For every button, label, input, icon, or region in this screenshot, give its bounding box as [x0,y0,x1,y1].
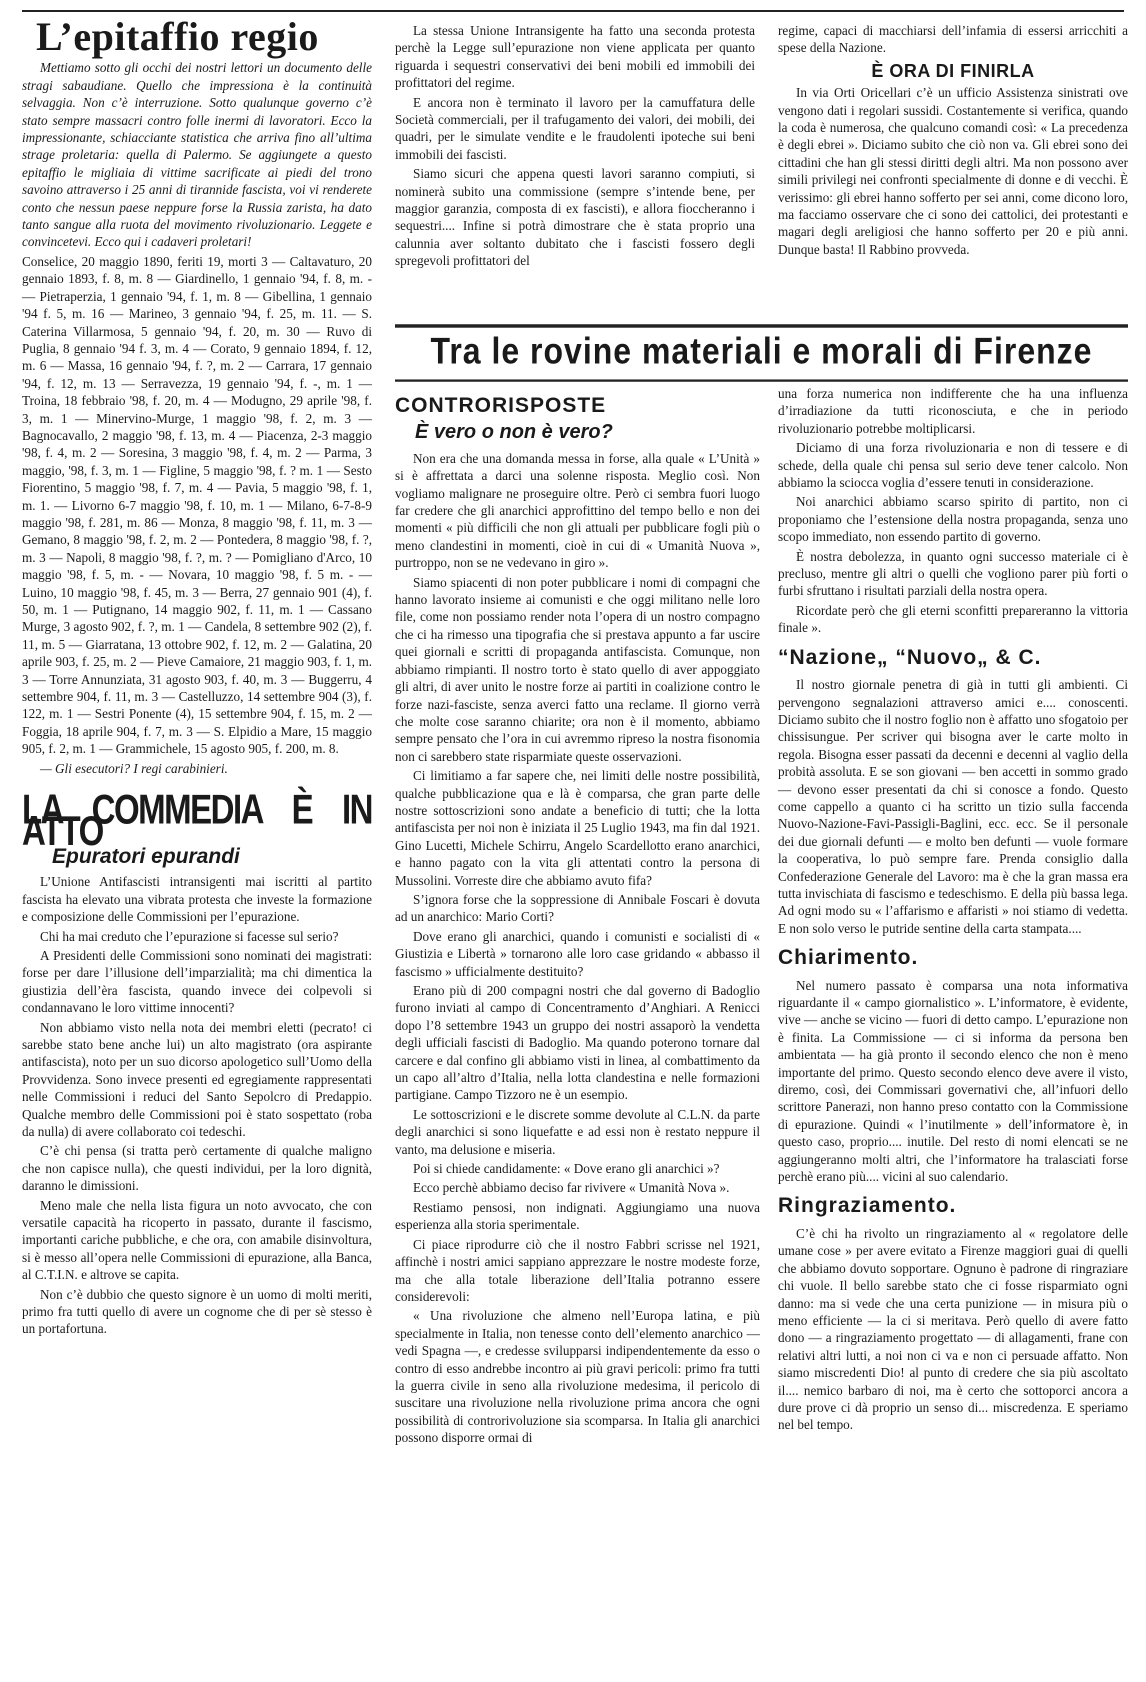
controrisposte-subtitle: È vero o non è vero? [415,421,613,444]
controrisposte-paragraph: Dove erano gli anarchici, quando i comunisti e socialisti di « Giustizia e Libertà » tornarono alle loro case gridando « abbasso il fascismo » ufficialmente destituito? [395,928,760,979]
column-right-bottom [778,385,1128,1436]
column-middle-bottom [395,385,760,1449]
epitaffio-intro: Mettiamo sotto gli occhi dei nostri lettori un documento delle stragi sabaudiane. Quello che impressiona è la continuità selvaggia. Non c’è interruzione. Sotto qualunque governo c’è stato sempre massacri contro folle inermi di lavoratori. Ecco la impressionante, schiacciante statistica che arriva fino all’ultima strage proletaria: quella di Palermo. Se aggiungete a questo epitaffio le migliaia di vittime sacrificate ai piedi del trono savoino attraverso i 25 anni di tirannide fascista, voi vi renderete conto che nessun paese neppure forse la Russia zarista, ha dato tanto sangue alla ruota del movimento rivoluzionario. Leggete e convincetevi. Ecco qui i cadaveri proletari! [22,60,372,250]
column-left [22,14,372,1340]
fabbri-paragraph: Diciamo di una forza rivoluzionaria e non di tessere e di schede, della quale chi pensa sul serio deve tener calcolo. Non abbiamo la sciocca voglia d’essere tenuti in considerazione. [778,440,1128,491]
commedia-paragraph: A Presidenti delle Commissioni sono nominati dei magistrati: forse per dare l’illusione dell’imparzialità; ma chi dimentica la giustizia dell’èra fascista, quando invece dei colpevoli si condannavano le loro vittime innocenti? [22,947,372,1016]
epitaffio-closing: — Gli esecutori? I regi carabinieri. [40,760,228,776]
controrisposte-paragraph: Poi si chiede candidamente: « Dove erano gli anarchici »? [413,1161,720,1177]
commedia-subtitle: Epuratori epurandi [52,844,240,868]
commedia-paragraph: L’Unione Antifascisti intransigenti mai iscritti al partito fascista ha elevato una vibrata protesta che investe la formazione e composizione delle Commissioni per l’epurazione. [22,874,372,925]
controrisposte-paragraph: « Una rivoluzione che almeno nell’Europa latina, e più specialmente in Italia, non tenesse conto dell’elemento anarchico — vedi Spagna —, e credesse svilupparsi indipendentemente da esso o contro di esso andrebbe incontro ai più gravi pericoli: primo fra tutti la guerra civile in seno alla rivoluzione medesima, il pericolo di suscitare una rivoluzione nella rivoluzione prima ancora che ogni possibilità di controrivoluzione sia scomparsa. In Italia gli anarchici possono disporre ormai di [395,1308,760,1446]
epurazione-paragraph: E ancora non è terminato il lavoro per la camuffatura delle Società commerciali, per il trafugamento dei valori, dei mobili, dei quadri, per le simulate vendite e le fraudolenti ipoteche sui beni immobili dei fascisti. [395,94,755,162]
chiarimento-paragraph: Nel numero passato è comparsa una nota informativa riguardante il « campo giornalistico ». L’informatore, è evidente, vive — anche se vicino — fuori di detto campo. L’epurazione non è finita. La Commissione — ci si informa da persona ben ambientata — ha già pronto il secondo elenco che non è meno importante del primo. Questo secondo elenco deve avere il visto, diremo, così, dei Commissari governativi che, all’infuori dello scrittore Panerazi, non hanno preso contatto con la Commissione di epurazione. Quindi « l’inutilmente » dell’informatore è, in questo caso, proprio.... inutile. Del resto di nomi elencati se ne aggiungeranno molti altri, che l’informatore ha tralasciati forse perchè erano più.... vicini al suo calendario. [778,977,1128,1185]
column-right-top [778,22,1128,260]
epurazione-paragraph: La stessa Unione Intransigente ha fatto una seconda protesta perchè la Legge sull’epurazione non viene applicata per quanto riguarda i sequestri conservativi dei beni mobili ed immobili dei profittatori del regime. [395,23,755,91]
controrisposte-paragraph: Ci limitiamo a far sapere che, nei limiti delle nostre possibilità, qualche pubblicazione qua e là è comparsa, che gran parte delle nostre sottoscrizioni sono andate a beneficio di tutti; che la lotta antifascista per noi non è iniziata il 25 Luglio 1943, ma fin dal 1921. Gino Lucetti, Michele Schirru, Angelo Scardellotto erano anarchici, e hanno pagato con la vita gli attentati contro la persona di Mussolini. Vorreste dire che abbiamo avuto fifa? [395,768,760,888]
epurazione-paragraph: Siamo sicuri che appena questi lavori saranno compiuti, si nominerà subito una commissione (sempre s’intende bene, per maggior garanzia, composta di ex fascisti), e allora fioccheranno i sequestri.... Infine si potrà dimostrare che è stata proprio una calunnia aver soltanto dubitato che i fascisti fossero degli spregevoli profittatori del [395,166,755,269]
controrisposte-paragraph: Restiamo pensosi, non indignati. Aggiungiamo una nuova esperienza alla storia sperimentale. [395,1199,760,1233]
ringraziamento-title: Ringraziamento. [778,1194,957,1218]
controrisposte-paragraph: Ecco perchè abbiamo deciso far rivivere « Umanità Nova ». [413,1180,730,1196]
column-middle-top [395,22,755,272]
commedia-paragraph: Meno male che nella lista figura un noto avvocato, che con versatile capacità ha ricoperto in passato, durante il fascismo, importanti cariche pubbliche, e che ora, con amabile disinvoltura, si è messo all’opera nelle Commissioni di epurazione, alla Banca, al C.T.I.N. e altrove se capita. [22,1197,372,1283]
top-rule [22,10,1124,12]
controrisposte-paragraph: Le sottoscrizioni e le discrete somme devolute al C.L.N. da parte degli anarchici si sono liquefatte e ad essi non è restato neppure il vanto, ma delusione e miseria. [395,1106,760,1157]
article-title-commedia: LA COMMEDIA È IN ATTO [22,786,372,855]
controrisposte-paragraph: S’ignora forse che la soppressione di Annibale Foscari è dovuta ad un anarchico: Mario Corti? [395,891,760,925]
commedia-paragraph: Non abbiamo visto nella nota dei membri eletti (pecrato! ci sarebbe stato bene anche lui) un alto magistrato (ora aspirante antifascista), noto per un suo dicorso apologetico sull’Uomo della Provvidenza. Sono invece presenti ed egregiamente rappresentati nelle Commissioni i reduci del Santo Sepolcro di Predappio. Qualche membro delle Commissioni poi è stato sospettato (roba da nulla) di avere collaborato coi tedeschi. [22,1019,372,1139]
commedia-paragraph: Non c’è dubbio che questo signore è un uomo di molti meriti, primo fra tutti quello di avere un cognome che di per sè stesso è un portafortuna. [22,1286,372,1337]
banner-headline: Tra le rovine materiali e morali di Firenze [395,324,1128,382]
chiarimento-title: Chiarimento. [778,946,919,970]
controrisposte-paragraph: Ci piace riprodurre ciò che il nostro Fabbri scrisse nel 1921, affinchè i nostri amici sappiano apprezzare le nostre modeste forze, ma che alla totale liberazione dell’Italia potranno essere considerevoli: [395,1236,760,1304]
fabbri-paragraph: Noi anarchici abbiamo scarso spirito di partito, non ci proponiamo che l’estensione della nostra propaganda, senza uno scopo immediato, non essendo partito di governo. [778,494,1128,545]
fabbri-paragraph: Ricordate però che gli eterni sconfitti prepareranno la vittoria finale ». [778,602,1128,636]
controrisposte-paragraph: Siamo spiacenti di non poter pubblicare i nomi di compagni che hanno lavorato insieme ai comunisti e che oggi militano nelle loro file, come non possiamo render nota l’opera di un nostro compagno che ci ha rimesso una tipografia che si prestava appunto a far uscire quei giornali e scritti di propaganda antifascista. Comunque, non abbiamo rimpianti. Il nostro torto è stato quello di aver appoggiato gli altri, di aver unito le nostre forze ai partiti in coalizione contro le forze nazi-fasciste, senza averci fatto una reclame. Il giorno verrà che molte cose saranno chiarite; ora non è il momento, abbiamo sempre pensato che l’ora in cui avremmo ripreso la nostra fisonomia non ci sarebbero state risparmiate queste osservazioni. [395,574,760,764]
commedia-paragraph: C’è chi pensa (si tratta però certamente di qualche maligno che non capisce nulla), che questi individui, per la loro dignità, daranno le dimissioni. [22,1143,372,1194]
controrisposte-paragraph: Erano più di 200 compagni nostri che dal governo di Badoglio furono inviati al campo di Concentramento d’Anghiari. A Renicci dopo l’8 settembre 1943 un gruppo dei nostri assaporò la vendetta degli ufficiali fascisti di Badoglio. Ma quando poterono tornare dal carcere e dal confino gli abbiamo visti in linea, al combattimento da un capo all’altro d’Italia, nella lotta clandestina e nelle formazioni partigiane. Campo Tizzoro ne è un esempio. [395,983,760,1103]
commedia-paragraph: Chi ha mai creduto che l’epurazione si facesse sul serio? [40,928,339,944]
article-title-epitaffio: L’epitaffio regio [36,14,319,59]
fabbri-paragraph: È nostra debolezza, in quanto ogni successo materiale ci è precluso, mentre gli altri o quelli che vogliono parer più forti o furbi sfruttano i risultati parziali della nostra opera. [778,548,1128,599]
ringraziamento-paragraph: C’è chi ha rivolto un ringraziamento al « regolatore delle umane cose » per avere evitato a Firenze maggiori guai di quelli che abbiamo dovuto sopportare. Ognuno è padrone di ringraziare chi vuole. Il bello sarebbe stato che ci fosse risparmiato ogni danno: ma si vede che una certa punizione — in misura più o meno efficiente — la ci si meritava. Però quello di avere fatto dono — a ringraziamento progettato — di allagamenti, frane con relativi altri lutti, a noi non ci va e non ci persuade affatto. Non siamo miscredenti Dio! al punto di credere che sia più ascoltato il.... nemico barbaro di noi, ma è certo che sottoporci ancora a dure prove ci dà proprio un senso di... miscredenza. E speriamo nel bel tempo. [778,1225,1128,1433]
finirla-paragraph: In via Orti Oricellari c’è un ufficio Assistenza sinistrati ove vengono dati i regolari sussidi. Costantemente si verifica, quando la coda è numerosa, che qualcuno comandi così: « La precedenza è degli ebrei ». Diciamo subito che ciò non va. Gli ebrei sono dei cittadini che han gli stessi diritti degli altri. Ma non possono aver simili privilegi nei confronti specialmente di donne e di vecchi. È verissimo: gli ebrei hanno sofferto per sei anni, come dicono loro, ma facciamo osservare che ci sono dei cattolici, dei protestanti e magari degli areligiosi che hanno sofferto per 20 e più anni. Dunque basta! Il Rabbino provveda. [778,85,1128,257]
section-heading-finirla: È ORA DI FINIRLA [871,60,1035,81]
epitaffio-list: Conselice, 20 maggio 1890, feriti 19, morti 3 — Caltavaturo, 20 gennaio 1893, f. 8, m. 8 — Giardinello, 1 gennaio '94, f. 8, m. - — Pietraperzia, 1 gennaio '94, f. 1, m. 8 — Gibellina, 1 gennaio '94 f. 5, m. 16 — Marineo, 3 gennaio '94, f. 25, m. 11. — S. Caterina Villarmosa, 5 gennaio '94, f. 20, m. 30 — Ruvo di Puglia, 8 gennaio '94 f. 3, m. 4 — Corato, 9 gennaio 1894, f. 12, m. 6 — Massa, 16 gennaio '94, f. ?, m. 2 — Carrara, 17 gennaio '94, f. 12, m. 13 — Serravezza, 19 gennaio '94, f. -, m. 1 — Troina, 18 febbraio '98, f. 20, m. 4 — Modugno, 29 aprile '98, f. 3, m. 1 — Minervino-Murge, 1 maggio '98, f. 2, m. 3 — Bagnocavallo, 2 maggio '98, f. 13, m. 4 — Piacenza, 2-3 maggio '98, f. 4, m. 2 — Soresina, 3 maggio '98, f. 4, m. 2 — Parma, 3 maggio, '98, f. 3, m. 1 — Figline, 5 maggio '98, f. ? m. 1 — Sesto Fiorentino, 5 maggio '98, f. 7, m. 4 — Pavia, 5 maggio '98, f. 1, m. 1. — Livorno 6-7 maggio '98, f. 10, m. 1 — Milano, 6-7-8-9 maggio '98, f. 281, m. 86 — Monza, 8 maggio '98, f. 11, m. 3 — Gemano, 8 maggio '98, f. 2, m. 2 — Pontedera, 8 maggio '98, f. ?, m. 3 — Napoli, 8 maggio '98, f. ?, m. ? — Pomigliano d'Arco, 10 maggio '98, f. 5, m. - — Novara, 10 maggio '98, f. 5 m. - — Luino, 10 maggio '98, f. 45, m. 3 — Berra, 27 gennaio 901 (4), f. 50, m. 1 — Putignano, 14 maggio 902, f. 11, m. 1 — Cassano Murge, 3 agosto 902, f. ?, m. 1 — Candela, 8 settembre 902 (2), f. 11, m. 5 — Giarratana, 13 ottobre 902, f. 12, m. 2 — Galatina, 20 aprile 903, f. 25, m. 2 — Pieve Camaiore, 21 maggio 903, f. 1, m. 3 — Torre Annunziata, 31 agosto 903, f. 40, m. 3 — Buggerru, 4 settembre 904, f. 11, m. 3 — Castelluzzo, 14 settembre 904 (3), f. 122, m. 1 — Sestri Ponente (4), 15 settembre 904, f. 15, m. 2 — Foggia, 18 aprile 904, f. 7, m. 3 — S. Elpidio a Mare, 15 maggio 905, f. 2, m. 1 — Grammichele, 15 agosto 905, f. 200, m. 8. [22,253,372,757]
nazione-paragraph: Il nostro giornale penetra di già in tutti gli ambienti. Ci pervengono segnalazioni attraverso amici e.... conoscenti. Diciamo subito che il nostro foglio non è affatto uno sfogatoio per chissisungue. Per scriver qui bisogna aver le carte molto in regola. Bisogna esser passati da decenni e decenni al vaglio della probità assoluta. E se son giovani — ben accetti in sommo grado — devono esser presentati da chi si conosce a fondo. Questo come cappello a quanto ci ha scritto un tizio sulla faccenda Nuovo-Nazione-Favi-Passigli-Baglini, ecc. ecc. Se il personale dei due giornali defunti — e molto ben defunti — vuole formare la cooperativa, lo può sempre fare. Prenda consiglio dalla Confederazione Generale del Lavoro: ma è che la gran massa era tutta invischiata di fascismo e tedeschismo. E della più bassa lega. Ad ogni modo su « l’affarismo e affaristi » noi stiamo di vedetta. E non solo verso le putride sentine della carta stampata.... [778,677,1128,936]
controrisposte-title: CONTRORISPOSTE [395,394,607,417]
regime-paragraph: regime, capaci di macchiarsi dell’infamia di essersi arricchiti a spese della Nazione. [778,23,1128,56]
controrisposte-paragraph: Non era che una domanda messa in forse, alla quale « L’Unità » si è affrettata a darci una solenne risposta. Meglio così. Non vogliamo malignare ne proseguire oltre. Però ci sembra fuori luogo far credere che gli anarchici approfittino del tempo bello e non dei momenti « più difficili che non gli attuali per pubblicare fogli più o meno clandestini in momenti, cioè in cui di « Umanità Nuova », purtroppo, non se ne vedevano in giro ». [395,450,760,571]
fabbri-paragraph: una forza numerica non indifferente che ha una influenza d’irradiazione da tutti riconosciuta, e che in periodo rivoluzionario potrebbe moltiplicarsi. [778,386,1128,436]
nazione-title: “Nazione„ “Nuovo„ & C. [778,645,1042,669]
